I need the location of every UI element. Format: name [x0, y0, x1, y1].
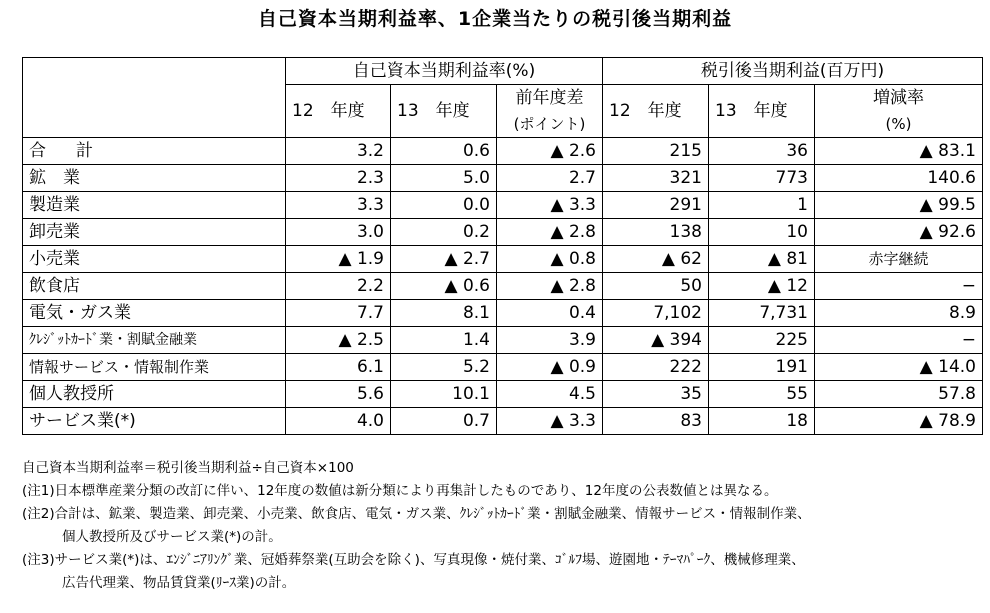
cell-np13: 18 — [709, 408, 815, 435]
cell-roe13: 0.6 — [391, 138, 497, 165]
cell-rate: − — [815, 273, 983, 300]
cell-np13: 191 — [709, 354, 815, 381]
header-net-profit-group: 税引後当期利益(百万円) — [603, 58, 983, 85]
notes-section — [22, 457, 982, 595]
cell-np13: ▲ 81 — [709, 246, 815, 273]
cell-rate: 8.9 — [815, 300, 983, 327]
cell-np12: 50 — [603, 273, 709, 300]
cell-np12: 321 — [603, 165, 709, 192]
header-np-fy12: 12 年度 — [603, 85, 709, 138]
note-3-line2: 広告代理業、物品賃貸業(ﾘｰｽ業)の計。 — [62, 575, 296, 591]
cell-diff: ▲ 3.3 — [497, 408, 603, 435]
cell-np13: 7,731 — [709, 300, 815, 327]
cell-rate: 赤字継続 — [815, 246, 983, 273]
cell-roe12: ▲ 2.5 — [286, 327, 391, 354]
table-row — [23, 408, 983, 435]
data-table — [22, 57, 983, 435]
header-np-rate — [815, 85, 983, 138]
row-label: 合計 — [23, 138, 286, 165]
table-row — [23, 300, 983, 327]
table-body — [23, 138, 983, 435]
cell-roe13: 0.0 — [391, 192, 497, 219]
header-group-row — [23, 58, 983, 85]
header-roe-fy13: 13 年度 — [391, 85, 497, 138]
table-row — [23, 273, 983, 300]
cell-diff: ▲ 0.8 — [497, 246, 603, 273]
cell-roe12: 3.0 — [286, 219, 391, 246]
row-label: 飲食店 — [23, 273, 286, 300]
cell-np12: 83 — [603, 408, 709, 435]
cell-rate: 140.6 — [815, 165, 983, 192]
row-label: 個人教授所 — [23, 381, 286, 408]
cell-np12: 291 — [603, 192, 709, 219]
cell-roe13: 8.1 — [391, 300, 497, 327]
note-2-line1: (注2)合計は、鉱業、製造業、卸売業、小売業、飲食店、電気・ガス業、ｸﾚｼﾞｯﾄｶｰﾄﾞ業・割賦金融業、情報サービス・情報制作業、 — [22, 506, 811, 522]
row-label: 電気・ガス業 — [23, 300, 286, 327]
cell-rate: ▲ 14.0 — [815, 354, 983, 381]
cell-roe13: 10.1 — [391, 381, 497, 408]
cell-roe13: 0.2 — [391, 219, 497, 246]
table-row — [23, 354, 983, 381]
header-roe-fy12: 12 年度 — [286, 85, 391, 138]
cell-roe12: 3.3 — [286, 192, 391, 219]
table-row — [23, 219, 983, 246]
cell-diff: ▲ 3.3 — [497, 192, 603, 219]
page-title: 自己資本当期利益率、1企業当たりの税引後当期利益 — [257, 8, 733, 30]
cell-diff: 2.7 — [497, 165, 603, 192]
header-roe-diff-line1: 前年度差 — [515, 88, 584, 108]
cell-rate: ▲ 99.5 — [815, 192, 983, 219]
header-np-rate-line1: 増減率 — [873, 88, 924, 108]
cell-roe12: 4.0 — [286, 408, 391, 435]
cell-np13: 55 — [709, 381, 815, 408]
cell-roe13: 5.2 — [391, 354, 497, 381]
table-row — [23, 381, 983, 408]
cell-np13: 1 — [709, 192, 815, 219]
cell-roe13: 0.7 — [391, 408, 497, 435]
cell-np13: 36 — [709, 138, 815, 165]
header-roe-diff — [497, 85, 603, 138]
cell-roe13: 5.0 — [391, 165, 497, 192]
cell-np12: 35 — [603, 381, 709, 408]
cell-roe12: 3.2 — [286, 138, 391, 165]
table-row — [23, 327, 983, 354]
cell-diff: 3.9 — [497, 327, 603, 354]
cell-rate: 57.8 — [815, 381, 983, 408]
header-corner — [23, 58, 286, 138]
cell-rate: ▲ 83.1 — [815, 138, 983, 165]
note-formula: 自己資本当期利益率＝税引後当期利益÷自己資本×100 — [22, 460, 354, 476]
header-np-fy13: 13 年度 — [709, 85, 815, 138]
cell-np13: ▲ 12 — [709, 273, 815, 300]
cell-diff: 4.5 — [497, 381, 603, 408]
cell-roe13: ▲ 0.6 — [391, 273, 497, 300]
cell-rate: ▲ 92.6 — [815, 219, 983, 246]
cell-roe13: ▲ 2.7 — [391, 246, 497, 273]
row-label: サービス業(*) — [23, 408, 286, 435]
row-label: 情報サービス・情報制作業 — [23, 354, 286, 381]
cell-roe12: ▲ 1.9 — [286, 246, 391, 273]
row-label: 卸売業 — [23, 219, 286, 246]
cell-np12: ▲ 394 — [603, 327, 709, 354]
cell-diff: 0.4 — [497, 300, 603, 327]
cell-np12: 222 — [603, 354, 709, 381]
note-3-line1: (注3)サービス業(*)は、ｴﾝｼﾞﾆｱﾘﾝｸﾞ業、冠婚葬祭業(互助会を除く)、写真現像・焼付業、ｺﾞﾙﾌ場、遊園地・ﾃｰﾏﾊﾟｰｸ、機械修理業、 — [22, 552, 805, 568]
cell-np12: 215 — [603, 138, 709, 165]
row-label: ｸﾚｼﾞｯﾄｶｰﾄﾞ業・割賦金融業 — [23, 327, 286, 354]
cell-np13: 10 — [709, 219, 815, 246]
cell-np12: 138 — [603, 219, 709, 246]
cell-roe13: 1.4 — [391, 327, 497, 354]
table-row — [23, 246, 983, 273]
cell-rate: − — [815, 327, 983, 354]
cell-diff: ▲ 2.8 — [497, 273, 603, 300]
note-2-line2: 個人教授所及びサービス業(*)の計。 — [62, 529, 282, 545]
cell-np12: ▲ 62 — [603, 246, 709, 273]
cell-diff: ▲ 0.9 — [497, 354, 603, 381]
cell-roe12: 2.3 — [286, 165, 391, 192]
cell-roe12: 6.1 — [286, 354, 391, 381]
cell-rate: ▲ 78.9 — [815, 408, 983, 435]
cell-roe12: 5.6 — [286, 381, 391, 408]
table-row — [23, 138, 983, 165]
cell-np13: 225 — [709, 327, 815, 354]
header-np-rate-line2: (%) — [885, 115, 912, 133]
cell-roe12: 2.2 — [286, 273, 391, 300]
cell-np13: 773 — [709, 165, 815, 192]
note-1: (注1)日本標準産業分類の改訂に伴い、12年度の数値は新分類により再集計したものであり、12年度の公表数値とは異なる。 — [22, 483, 778, 499]
row-label: 製造業 — [23, 192, 286, 219]
table-row — [23, 165, 983, 192]
header-roe-diff-line2: (ポイント) — [513, 115, 586, 133]
table-row — [23, 192, 983, 219]
header-roe-group: 自己資本当期利益率(%) — [286, 58, 603, 85]
row-label: 鉱 業 — [23, 165, 286, 192]
row-label: 小売業 — [23, 246, 286, 273]
cell-np12: 7,102 — [603, 300, 709, 327]
cell-diff: ▲ 2.8 — [497, 219, 603, 246]
cell-diff: ▲ 2.6 — [497, 138, 603, 165]
cell-roe12: 7.7 — [286, 300, 391, 327]
